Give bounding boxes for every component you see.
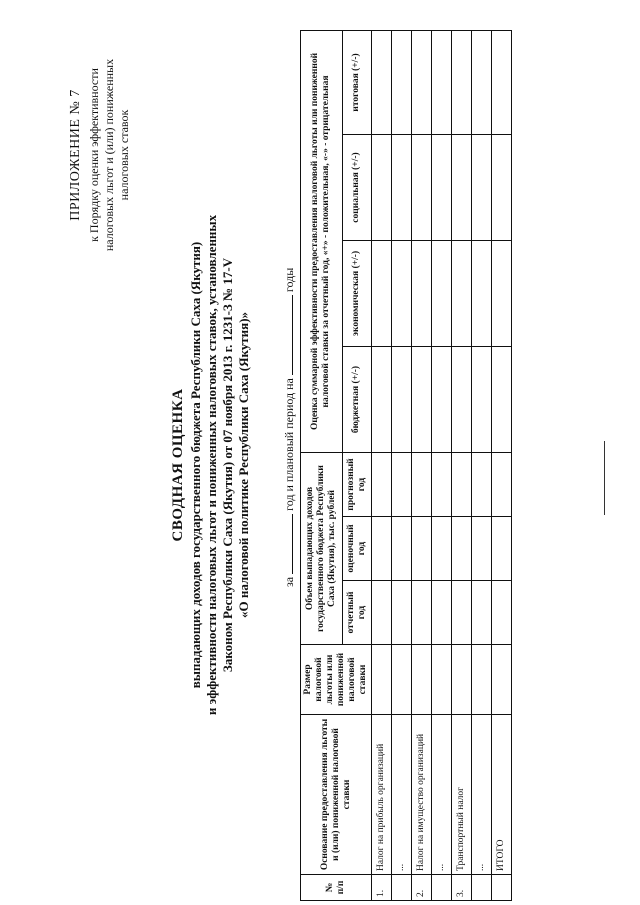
subheader-reported: отчетный год <box>342 581 372 645</box>
table-cell[interactable] <box>452 453 472 517</box>
table-cell[interactable] <box>372 241 392 347</box>
table-cell[interactable] <box>492 347 512 453</box>
table-cell[interactable] <box>492 517 512 581</box>
period-prefix: за <box>282 576 296 587</box>
table-cell[interactable] <box>392 517 412 581</box>
table-cell[interactable] <box>372 517 392 581</box>
table-cell[interactable] <box>452 645 472 715</box>
row-number: 1. <box>372 875 392 901</box>
period-middle: год и плановый период на <box>282 378 296 511</box>
table-cell[interactable] <box>392 30 412 134</box>
row-name: ... <box>472 715 492 875</box>
table-cell[interactable] <box>412 347 432 453</box>
table-cell[interactable] <box>392 135 412 241</box>
table-cell[interactable] <box>492 453 512 517</box>
table-row <box>372 30 392 900</box>
subheader-forecast: прогнозный год <box>342 453 372 517</box>
table-cell[interactable] <box>412 453 432 517</box>
table-cell[interactable] <box>412 135 432 241</box>
period-blank-years[interactable] <box>282 295 293 375</box>
table-cell[interactable] <box>472 453 492 517</box>
appendix-header <box>68 15 132 295</box>
table-cell[interactable] <box>492 30 512 134</box>
row-number <box>472 875 492 901</box>
table-cell[interactable] <box>452 30 472 134</box>
table-cell[interactable] <box>472 30 492 134</box>
header-volume: Объем выпадающих доходов государственного бюджета Республики Саха (Якутия), тыс. рублей <box>301 453 343 645</box>
table-cell[interactable] <box>392 581 412 645</box>
row-name: Налог на прибыль организаций <box>372 715 392 875</box>
table-cell[interactable] <box>372 30 392 134</box>
table-cell[interactable] <box>432 645 452 715</box>
subheader-social: социальная (+/-) <box>342 135 372 241</box>
appendix-line: налоговых льгот и (или) пониженных <box>102 58 116 252</box>
document-title-line: и эффективности налоговых льгот и пониженных налоговых ставок, установленных <box>204 214 219 716</box>
period-suffix: годы <box>282 267 296 293</box>
row-name: ИТОГО <box>492 715 512 875</box>
table-cell[interactable] <box>472 241 492 347</box>
table-cell[interactable] <box>432 135 452 241</box>
document-title-main: СВОДНАЯ ОЦЕНКА <box>170 388 186 542</box>
table-cell[interactable] <box>452 241 472 347</box>
subheader-budget: бюджетная (+/-) <box>342 347 372 453</box>
document-title-line: Законом Республики Саха (Якутия) от 07 ноября 2013 г. 1231-З № 17-V <box>220 257 235 673</box>
table-cell[interactable] <box>372 135 392 241</box>
subheader-total: итоговая (+/-) <box>342 30 372 134</box>
period-line <box>282 67 297 587</box>
subheader-economic: экономическая (+/-) <box>342 241 372 347</box>
row-number <box>392 875 412 901</box>
table-cell[interactable] <box>412 581 432 645</box>
row-number <box>492 875 512 901</box>
table-cell[interactable] <box>452 135 472 241</box>
table-cell[interactable] <box>412 30 432 134</box>
appendix-number: ПРИЛОЖЕНИЕ № 7 <box>68 89 83 221</box>
table-cell[interactable] <box>452 517 472 581</box>
table-cell[interactable] <box>432 453 452 517</box>
table-cell[interactable] <box>372 347 392 453</box>
table-cell[interactable] <box>432 347 452 453</box>
table-cell[interactable] <box>452 347 472 453</box>
table-cell[interactable] <box>372 453 392 517</box>
document-title <box>170 145 252 785</box>
table-cell[interactable] <box>472 135 492 241</box>
header-assessment: Оценка суммарной эффективности предоставления налоговой льготы или пониженной налоговой ставки за отчетный год, «+» - положительная, «-» - отрицательная <box>301 30 343 452</box>
table-cell[interactable] <box>472 517 492 581</box>
row-name: ... <box>432 715 452 875</box>
appendix-line: к Порядку оценки эффективности <box>87 68 101 242</box>
appendix-line: налоговых ставок <box>117 109 131 201</box>
row-number: 2. <box>412 875 432 901</box>
table-row <box>472 30 492 900</box>
row-number <box>432 875 452 901</box>
table-row <box>452 30 472 900</box>
table-cell[interactable] <box>412 645 432 715</box>
table-row <box>392 30 412 900</box>
document-title-line: выпадающих доходов государственного бюджета Республики Саха (Якутия) <box>188 241 203 689</box>
table-cell[interactable] <box>472 645 492 715</box>
table-cell[interactable] <box>392 241 412 347</box>
footer-divider <box>604 441 605 515</box>
row-name: Налог на имущество организаций <box>412 715 432 875</box>
table-cell[interactable] <box>392 347 412 453</box>
table-cell[interactable] <box>492 135 512 241</box>
header-num: № п/п <box>301 875 372 901</box>
table-cell[interactable] <box>472 347 492 453</box>
summary-table <box>300 30 512 901</box>
table-row <box>412 30 432 900</box>
table-cell[interactable] <box>392 645 412 715</box>
header-size: Размер налоговой льготы или пониженной налоговой ставки <box>301 645 372 715</box>
table-cell[interactable] <box>472 581 492 645</box>
row-name: ... <box>392 715 412 875</box>
table-cell[interactable] <box>372 581 392 645</box>
table-cell[interactable] <box>432 581 452 645</box>
table-cell[interactable] <box>492 241 512 347</box>
subheader-estimated: оценочный год <box>342 517 372 581</box>
period-blank-year[interactable] <box>282 514 293 574</box>
table-cell[interactable] <box>432 30 452 134</box>
row-name: Транспортный налог <box>452 715 472 875</box>
table-cell[interactable] <box>432 517 452 581</box>
header-basis: Основание предоставления льготы и (или) пониженной налоговой ставки <box>301 715 372 875</box>
table-cell[interactable] <box>432 241 452 347</box>
table-cell[interactable] <box>392 453 412 517</box>
row-number: 3. <box>452 875 472 901</box>
table-cell[interactable] <box>492 645 512 715</box>
table-row <box>432 30 452 900</box>
table-row-total <box>492 30 512 900</box>
table-cell[interactable] <box>452 581 472 645</box>
table-cell[interactable] <box>492 581 512 645</box>
table-cell[interactable] <box>412 241 432 347</box>
table-cell[interactable] <box>372 645 392 715</box>
document-title-line: «О налоговой политике Республики Саха (Якутия)» <box>236 311 251 619</box>
table-cell[interactable] <box>412 517 432 581</box>
